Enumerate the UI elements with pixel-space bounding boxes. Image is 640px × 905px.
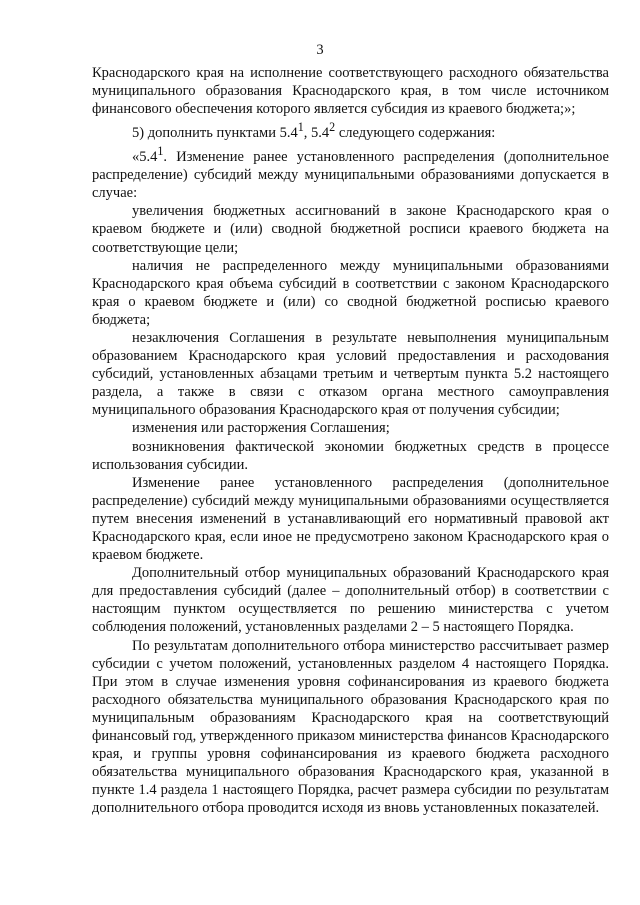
paragraph	[92, 142, 609, 202]
superscript: 1	[157, 144, 164, 159]
text-run: «5.4	[132, 149, 158, 166]
paragraph: незаключения Соглашения в результате невыполнения муниципальным образованием Краснодарского края условий предоставления и расходования субсидий, установленных абзацами третьим и четвертым пункта 5.2 настоящего раздела, а также в связи с отказом органа местного самоуправления муниципального образования Краснодарского края от получения субсидии;	[92, 329, 609, 419]
paragraph: Краснодарского края на исполнение соответствующего расходного обязательства муниципального образования Краснодарского края, в том числе источником финансового обеспечения которого является субсидия из краевого бюджета;»;	[92, 65, 609, 118]
paragraph: Дополнительный отбор муниципальных образований Краснодарского края для предоставления субсидий (далее – дополнительный отбор) в соответствии с настоящим пунктом осуществляется по решению министерства с учетом соблюдения положений, установленных разделами 2 – 5 настоящего Порядка.	[92, 565, 609, 636]
text-run: , 5.4	[303, 125, 330, 142]
text-run: 5) дополнить пунктами 5.4	[132, 125, 298, 142]
superscript: 2	[329, 120, 336, 135]
text-run: следующего содержания:	[335, 125, 496, 142]
paragraph: изменения или расторжения Соглашения;	[132, 420, 390, 437]
document-body	[92, 64, 609, 818]
paragraph: возникновения фактической экономии бюджетных средств в процессе использования субсидии.	[92, 438, 609, 473]
superscript: 1	[297, 120, 304, 135]
paragraph: Изменение ранее установленного распределения (дополнительное распределение) субсидий между муниципальными образованиями осуществляется путем внесения изменений в устанавливающий его нормативный правовой акт Краснодарского края, если иное не предусмотрено законом Краснодарского края о краевом бюджете.	[92, 474, 609, 564]
paragraph	[92, 118, 609, 142]
paragraph: наличия не распределенного между муниципальными образованиями Краснодарского края объема субсидий в соответствии с законом Краснодарского края о краевом бюджете и (или) со сводной бюджетной росписью краевого бюджета;	[92, 257, 609, 328]
paragraph: По результатам дополнительного отбора министерство рассчитывает размер субсидии с учетом положений, установленных разделом 4 настоящего Порядка. При этом в случае изменения уровня софинансирования из краевого бюджета расходного обязательства муниципального образования Краснодарского края по муниципальным образованиям Краснодарского края на соответствующий финансовый год, утвержденного приказом министерства финансов Краснодарского края, и группы уровня софинансирования из краевого бюджета расходного обязательства муниципального образования Краснодарского края, указанной в пункте 1.4 раздела 1 настоящего Порядка, расчет размера субсидии по результатам дополнительного отбора проводится исходя из вновь установленных показателей.	[92, 637, 609, 817]
text-run: . Изменение ранее установленного распределения (дополнительное распределение) субсидий между муниципальными образованиями допускается в случае:	[92, 149, 609, 202]
paragraph: увеличения бюджетных ассигнований в законе Краснодарского края о краевом бюджете и (или) сводной бюджетной росписи краевого бюджета на соответствующие цели;	[92, 203, 609, 256]
page-number: 3	[316, 42, 324, 58]
